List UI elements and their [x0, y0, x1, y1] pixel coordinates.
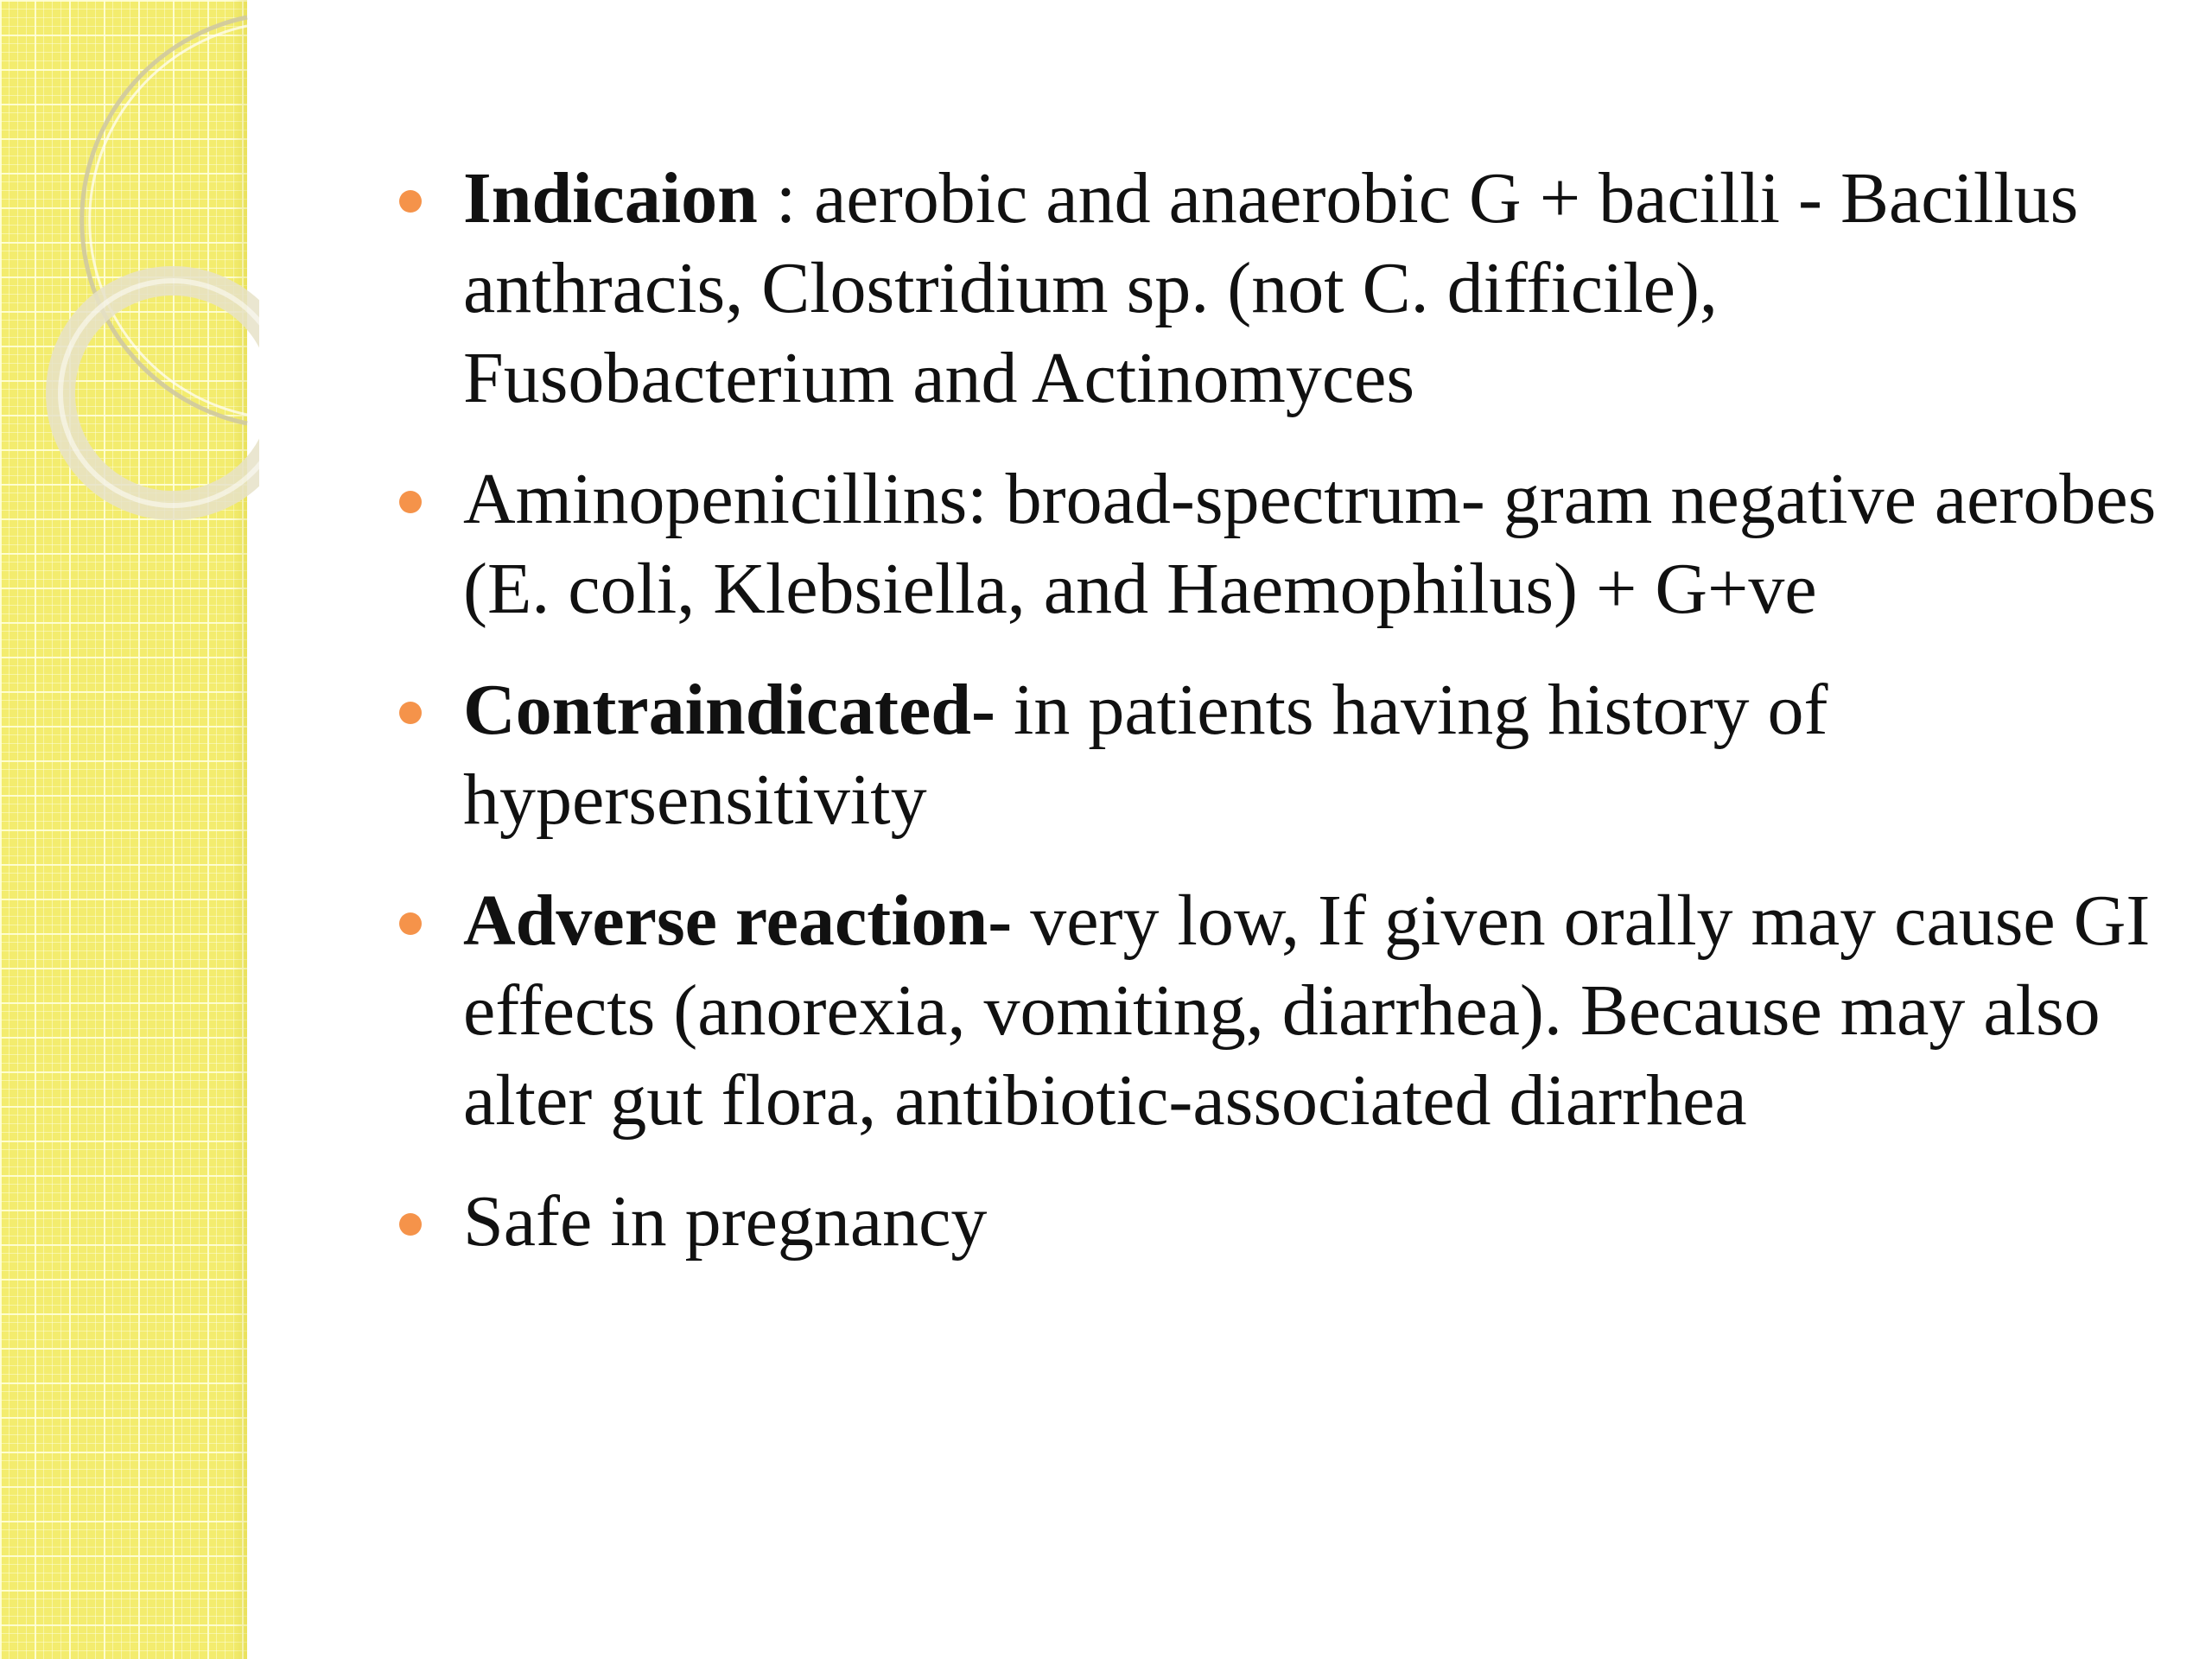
bullet-list	[389, 154, 2160, 1267]
bullet-text: Aminopenicillins: broad-spectrum- gram negative aerobes (E. coli, Klebsiella, and Haemophilus) + G+ve	[463, 459, 2157, 629]
bullet-text: Safe in pregnancy	[463, 1181, 988, 1262]
decorative-grid-strip	[0, 0, 247, 1659]
bullet-dot-icon	[399, 491, 422, 513]
bullet-item-adverse-reaction	[389, 876, 2160, 1146]
bullet-dot-icon	[399, 702, 422, 724]
bullet-dot-icon	[399, 190, 422, 213]
bullet-term: Contraindicated-	[463, 670, 995, 750]
bullet-item-aminopenicillins	[389, 454, 2160, 634]
bullet-text: in patients having history of hypersensitivity	[463, 670, 1828, 840]
bullet-text: very low, If given orally may cause GI effects (anorexia, vomiting, diarrhea). Because may also alter gut flora, antibiotic-associated diarrhea	[463, 880, 2151, 1141]
bullet-item-contraindicated	[389, 665, 2160, 845]
bullet-dot-icon	[399, 1213, 422, 1236]
slide-content	[389, 154, 2160, 1298]
strip-edge-shade	[232, 0, 247, 1659]
bullet-text: : aerobic and anaerobic G + bacilli - Bacillus anthracis, Clostridium sp. (not C. difficile), Fusobacterium and Actinomyces	[463, 158, 2079, 418]
bullet-term: Indicaion	[463, 158, 758, 238]
bullet-dot-icon	[399, 912, 422, 935]
bullet-term: Adverse reaction-	[463, 880, 1013, 961]
bullet-item-indication	[389, 154, 2160, 423]
bullet-item-pregnancy	[389, 1177, 2160, 1267]
